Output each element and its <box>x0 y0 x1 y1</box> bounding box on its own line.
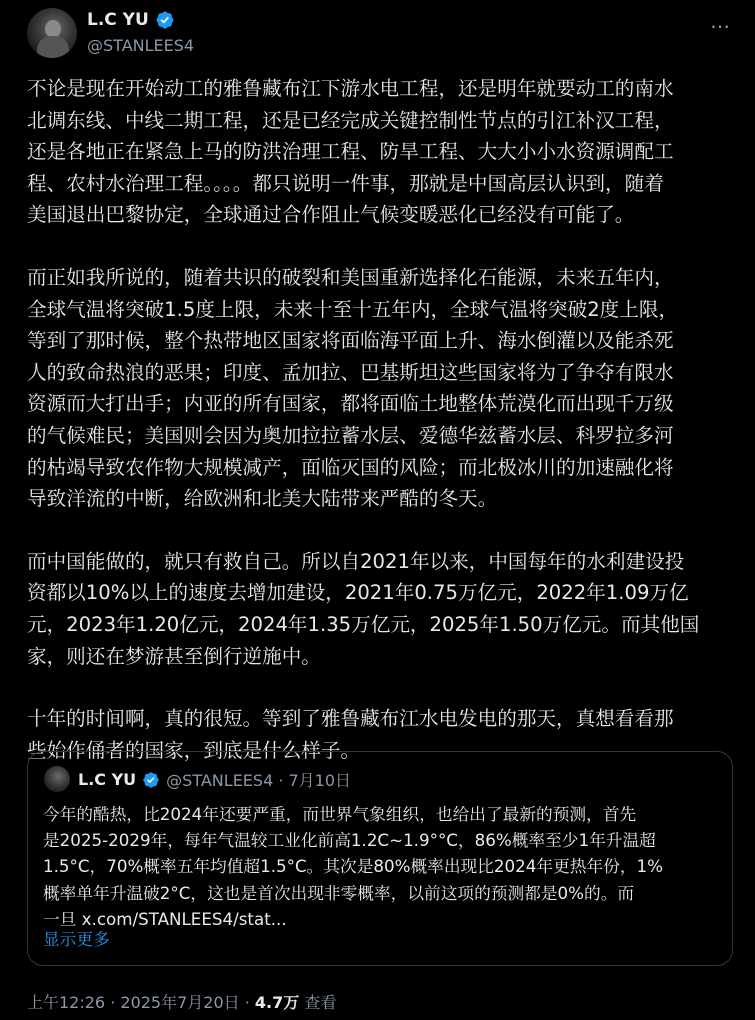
post-line: 而中国能做的，就只有救自己。所以自2021年以来，中国每年的水利建设投 <box>27 549 685 573</box>
post-line: 等到了那时候，整个热带地区国家将面临海平面上升、海水倒灌以及能杀死 <box>27 329 674 353</box>
meta-separator: · <box>105 993 121 1012</box>
post-text <box>27 73 739 797</box>
quoted-text <box>43 801 723 932</box>
post-line: 十年的时间啊，真的很短。等到了雅鲁藏布江水电发电的那天，真想看看那 <box>27 707 674 731</box>
post-line: 的枯竭导致农作物大规模减产，面临灭国的风险；而北极冰川的加速融化将 <box>27 455 674 479</box>
post-line: 程、农村水治理工程。。。。都只说明一件事，那就是中国高层认识到，随着 <box>27 171 664 195</box>
quoted-handle-date[interactable]: @STANLEES4 · 7月10日 <box>166 771 352 790</box>
post-line: 人的致命热浪的恶果；印度、孟加拉、巴基斯坦这些国家将为了争夺有限水 <box>27 360 674 384</box>
post-line: 的气候难民；美国则会因为奥加拉拉蓄水层、爱德华兹蓄水层、科罗拉多河 <box>27 423 674 447</box>
post-date[interactable]: 2025年7月20日 <box>120 993 240 1012</box>
post-line: 而正如我所说的，随着共识的破裂和美国重新选择化石能源，未来五年内， <box>27 265 674 289</box>
view-count: 4.7万 <box>254 993 300 1012</box>
meta-separator: · <box>239 993 255 1012</box>
post-time[interactable]: 上午12:26 <box>27 993 106 1012</box>
quoted-line: 是2025-2029年，每年气温较工业化前高1.2C~1.9°°C，86%概率至少1年升温超 <box>43 830 656 851</box>
author-display-name[interactable]: L.C YU <box>87 10 149 30</box>
quoted-line: 概率单年升温破2°C，这也是首次出现非零概率，以前这项的预测都是0%的。而 <box>43 882 635 903</box>
quoted-display-name[interactable]: L.C YU <box>78 770 137 789</box>
post-line: 全球气温将突破1.5度上限，未来十至十五年内，全球气温将突破2度上限， <box>27 297 679 321</box>
author-handle[interactable]: @STANLEES4 <box>87 36 195 55</box>
quoted-line: 一旦 x.com/STANLEES4/stat... <box>43 908 287 929</box>
verified-badge-icon <box>142 771 160 789</box>
quoted-post-card[interactable] <box>27 751 733 966</box>
post-paragraph-1 <box>27 73 739 231</box>
verified-badge-icon <box>155 10 175 30</box>
post-line: 还是各地正在紧急上马的防洪治理工程、防旱工程、大大小小水资源调配工 <box>27 140 674 164</box>
show-more-link[interactable]: 显示更多 <box>43 929 110 949</box>
post-line: 导致洋流的中断，给欧洲和北美大陆带来严酷的冬天。 <box>27 487 498 511</box>
post-line: 不论是现在开始动工的雅鲁藏布江下游水电工程，还是明年就要动工的南水 <box>27 77 674 100</box>
post-paragraph-3 <box>27 546 739 672</box>
post-line: 美国退出巴黎协定，全球通过合作阻止气候变暖恶化已经没有可能了。 <box>27 203 635 227</box>
post-line: 资都以10%以上的速度去增加建设，2021年0.75万亿元，2022年1.09万亿 <box>27 581 689 605</box>
post-line: 些始作俑者的国家，到底是什么样子。 <box>27 738 361 762</box>
more-options-icon[interactable]: ⋯ <box>710 14 731 38</box>
quoted-avatar[interactable] <box>44 766 70 792</box>
avatar-figure-body <box>37 36 69 58</box>
post-meta <box>27 990 336 1013</box>
quoted-line: 1.5°C，70%概率五年均值超1.5°C。其次是80%概率出现比2024年更热年份，1% <box>43 856 664 877</box>
quoted-line: 今年的酷热，比2024年还要严重，而世界气象组织，也给出了最新的预测，首先 <box>43 804 637 824</box>
quoted-header <box>78 768 351 791</box>
post-line: 元，2023年1.20亿元，2024年1.35万亿元，2025年1.50万亿元。而其他国 <box>27 612 700 636</box>
avatar[interactable] <box>27 8 77 58</box>
post-paragraph-2 <box>27 262 739 515</box>
post-line: 资源而大打出手；内亚的所有国家，都将面临土地整体荒漠化而出现千万级 <box>27 392 674 416</box>
post-header <box>27 6 737 60</box>
views-label: 查看 <box>299 993 337 1012</box>
post-line: 北调东线、中线二期工程，还是已经完成关键控制性节点的引江补汉工程， <box>27 108 674 132</box>
author-name-row[interactable] <box>87 10 175 30</box>
post-line: 家，则还在梦游甚至倒行逆施中。 <box>27 644 321 668</box>
